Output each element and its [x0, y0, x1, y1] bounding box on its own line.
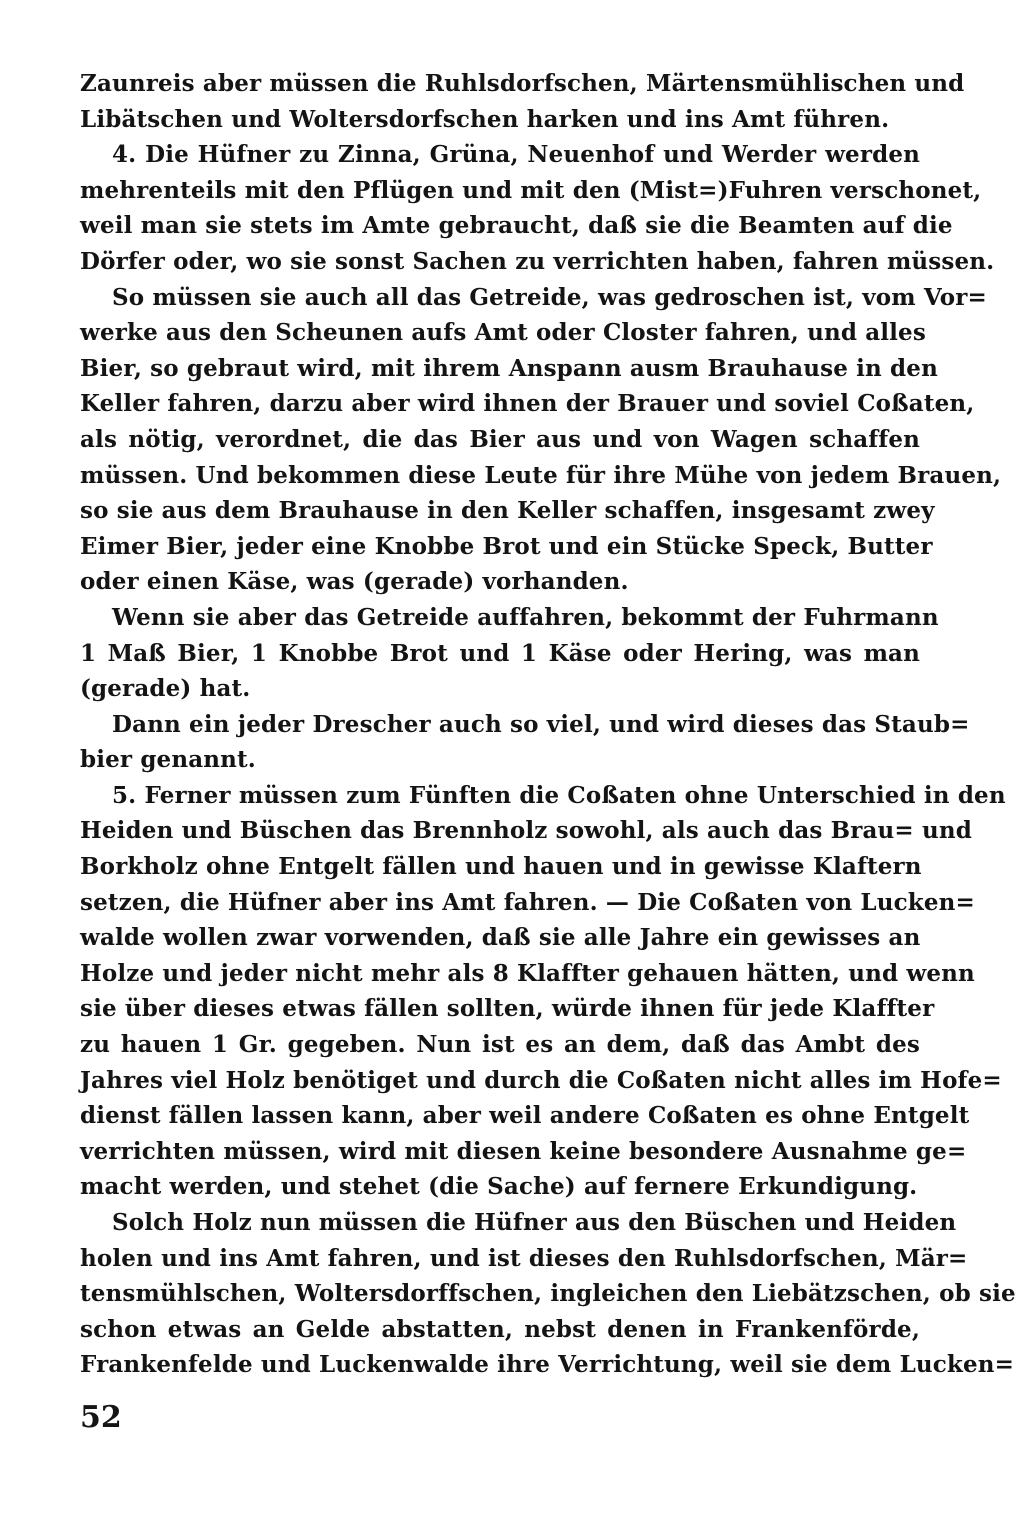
- text-line: macht werden, und stehet (die Sache) auf fernere Erkundigung.: [80, 1173, 918, 1201]
- text-line: 4. Die Hüfner zu Zinna, Grüna, Neuenhof und Werder werden: [112, 141, 920, 169]
- page-number: 52: [80, 1400, 122, 1435]
- text-line: dienst fällen lassen kann, aber weil andere Coßaten es ohne Entgelt: [80, 1102, 970, 1130]
- text-line: Wenn sie aber das Getreide auffahren, bekommt der Fuhrmann: [112, 603, 939, 631]
- body-text: [80, 66, 1016, 1383]
- text-line: walde wollen zwar vorwenden, daß sie alle Jahre ein gewisses an: [80, 924, 921, 952]
- text-line: Eimer Bier, jeder eine Knobbe Brot und ein Stücke Speck, Butter: [80, 532, 933, 560]
- text-line: zu hauen 1 Gr. gegeben. Nun ist es an dem, daß das Ambt des: [80, 1031, 920, 1059]
- text-line: 5. Ferner müssen zum Fünften die Coßaten ohne Unterschied in den: [112, 781, 1006, 809]
- text-line: Bier, so gebraut wird, mit ihrem Anspann ausm Brauhause in den: [80, 354, 938, 382]
- text-line: verrichten müssen, wird mit diesen keine besondere Ausnahme ge=: [80, 1137, 967, 1165]
- text-line: Keller fahren, darzu aber wird ihnen der Brauer und soviel Coßaten,: [80, 390, 975, 418]
- text-line: So müssen sie auch all das Getreide, was gedroschen ist, vom Vor=: [112, 283, 987, 311]
- text-line: Zaunreis aber müssen die Ruhlsdorfschen, Märtensmühlischen und: [80, 70, 965, 97]
- text-line: Solch Holz nun müssen die Hüfner aus den Büschen und Heiden: [112, 1209, 957, 1236]
- text-line: schon etwas an Gelde abstatten, nebst denen in Frankenförde,: [80, 1315, 920, 1343]
- text-line: so sie aus dem Brauhause in den Keller schaffen, insgesamt zwey: [80, 497, 935, 525]
- text-line: Jahres viel Holz benötiget und durch die Coßaten nicht alles im Hofe=: [80, 1066, 1002, 1094]
- text-line: Dann ein jeder Drescher auch so viel, und wird dieses das Staub=: [112, 710, 970, 738]
- text-line: 1 Maß Bier, 1 Knobbe Brot und 1 Käse oder Hering, was man: [80, 639, 920, 667]
- text-line: Holze und jeder nicht mehr als 8 Klaffter gehauen hätten, und wenn: [80, 959, 975, 987]
- text-line: müssen. Und bekommen diese Leute für ihre Mühe von jedem Brauen,: [80, 461, 1002, 489]
- text-line: setzen, die Hüfner aber ins Amt fahren. — Die Coßaten von Lucken=: [80, 888, 975, 916]
- text-line: holen und ins Amt fahren, und ist dieses den Ruhlsdorfschen, Mär=: [80, 1244, 968, 1272]
- text-line: mehrenteils mit den Pflügen und mit den (Mist=)Fuhren verschonet,: [80, 176, 982, 204]
- text-line: Frankenfelde und Luckenwalde ihre Verrichtung, weil sie dem Lucken=: [80, 1351, 1015, 1379]
- text-line: oder einen Käse, was (gerade) vorhanden.: [80, 568, 629, 596]
- text-line: bier genannt.: [80, 746, 256, 774]
- text-line: Dörfer oder, wo sie sonst Sachen zu verrichten haben, fahren müssen.: [80, 247, 995, 275]
- text-line: (gerade) hat.: [80, 675, 251, 703]
- text-line: Heiden und Büschen das Brennholz sowohl, als auch das Brau= und: [80, 817, 972, 845]
- text-line: werke aus den Scheunen aufs Amt oder Closter fahren, und alles: [80, 319, 926, 347]
- text-line: Borkholz ohne Entgelt fällen und hauen und in gewisse Klaftern: [80, 853, 922, 881]
- text-line: als nötig, verordnet, die das Bier aus und von Wagen schaffen: [80, 425, 920, 453]
- text-line: weil man sie stets im Amte gebraucht, daß sie die Beamten auf die: [80, 212, 953, 240]
- text-line: tensmühlschen, Woltersdorffschen, ingleichen den Liebätzschen, ob sie: [80, 1280, 1016, 1308]
- text-line: sie über dieses etwas fällen sollten, würde ihnen für jede Klaffter: [80, 995, 935, 1023]
- text-line: Libätschen und Woltersdorfschen harken und ins Amt führen.: [80, 105, 890, 133]
